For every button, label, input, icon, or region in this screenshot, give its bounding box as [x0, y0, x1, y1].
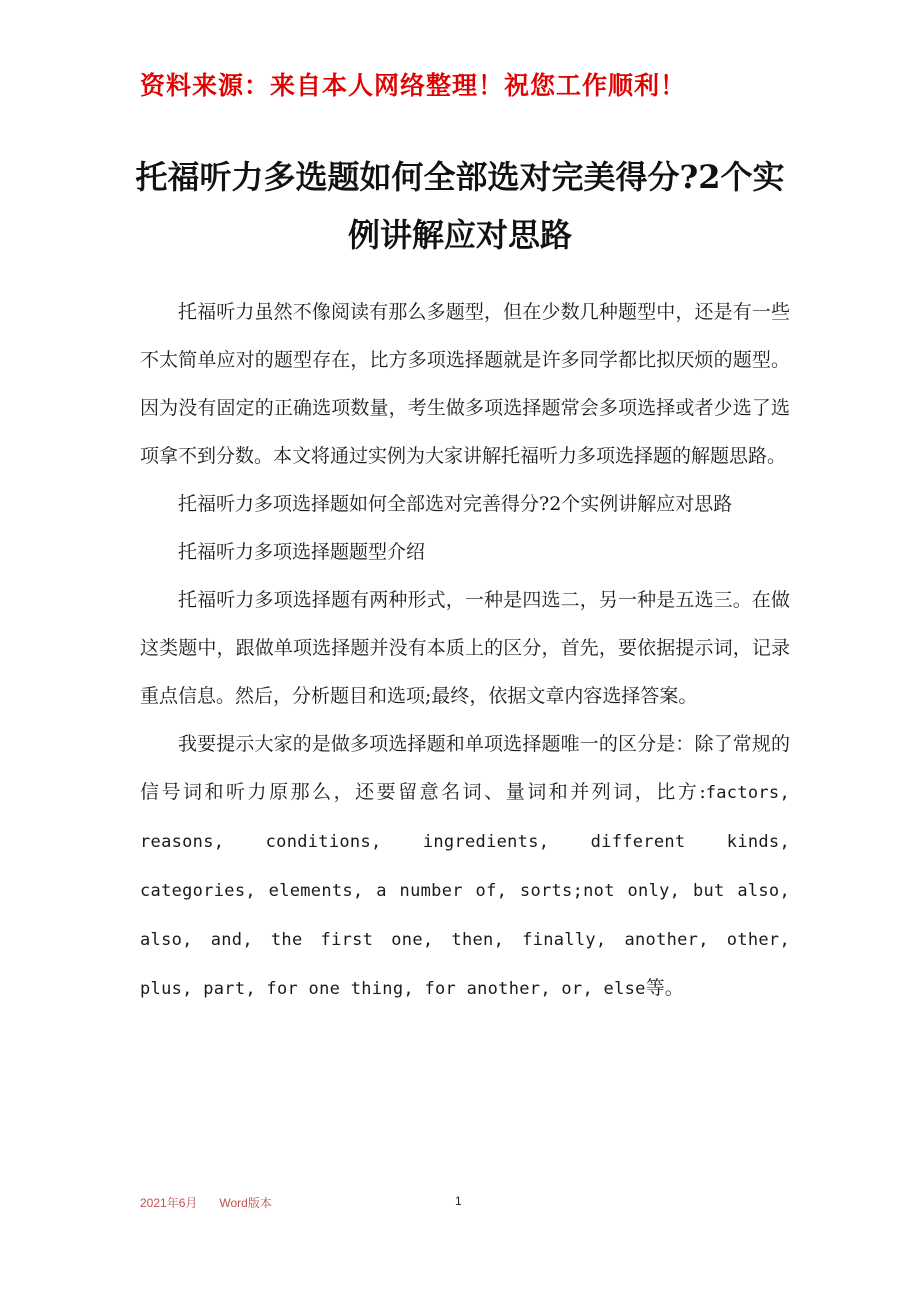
- page-footer: [140, 1194, 780, 1214]
- footer-date-version: [140, 1194, 272, 1211]
- document-body: [140, 288, 790, 1013]
- page-number: 1: [455, 1194, 462, 1208]
- paragraph-question-forms: 托福听力多项选择题有两种形式，一种是四选二，另一种是五选三。在做这类题中，跟做单项选择题并没有本质上的区分，首先，要依据提示词，记录重点信息。然后，分析题目和选项;最终，依据文章内容选择答案。: [140, 589, 790, 707]
- signal-words-tail: 等。: [645, 977, 684, 999]
- footer-date: 2021年6月: [140, 1196, 198, 1210]
- source-banner: 资料来源：来自本人网络整理！祝您工作顺利！: [140, 71, 687, 100]
- paragraph-intro: 托福听力虽然不像阅读有那么多题型，但在少数几种题型中，还是有一些不太简单应对的题型存在，比方多项选择题就是许多同学都比拟厌烦的题型。因为没有固定的正确选项数量，考生做多项选择题常会多项选择或者少选了选项拿不到分数。本文将通过实例为大家讲解托福听力多项选择题的解题思路。: [140, 301, 790, 467]
- signal-words-list: factors, reasons, conditions, ingredients, different kinds, categories, elements, a number of, sorts;not only, but also, also, and, the first one, then, finally, another, other, plus, part, for one thing, for another, or, else: [140, 783, 790, 999]
- paragraph-signal-words: [140, 720, 790, 1013]
- document-title: 托福听力多选题如何全部选对完美得分?2个实例讲解应对思路: [135, 158, 785, 254]
- footer-version: Word版本: [219, 1196, 272, 1210]
- paragraph-heading-repeat: 托福听力多项选择题如何全部选对完善得分?2个实例讲解应对思路: [178, 493, 733, 515]
- paragraph-section-title: 托福听力多项选择题题型介绍: [178, 541, 426, 563]
- signal-words-lead: 我要提示大家的是做多项选择题和单项选择题唯一的区分是：除了常规的信号词和听力原那么，还要留意名词、量词和并列词，比方:: [140, 733, 790, 803]
